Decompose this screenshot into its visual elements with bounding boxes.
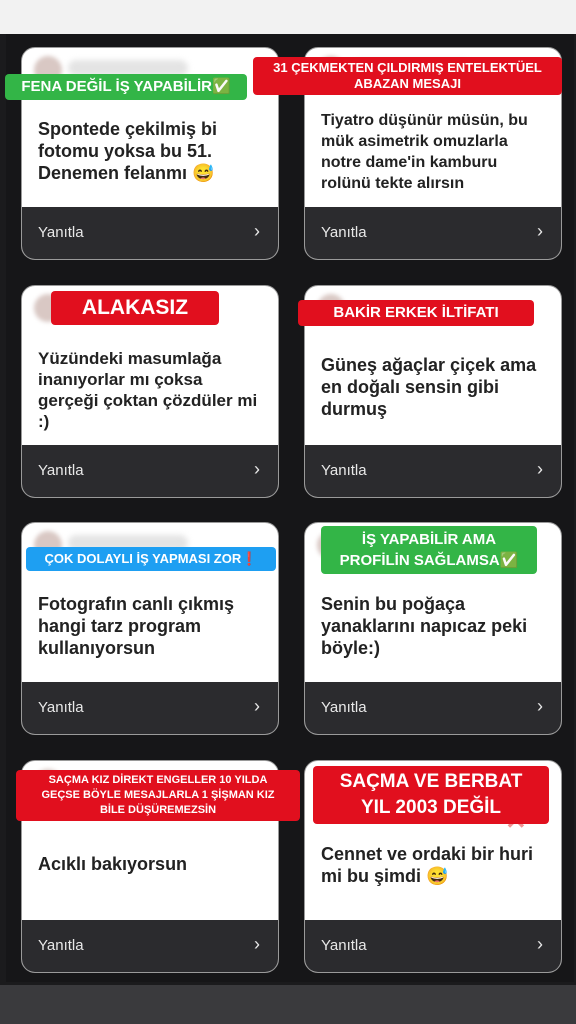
tag-label-3: ALAKASIZ xyxy=(51,291,219,325)
reply-label: Yanıtla xyxy=(38,462,84,479)
chevron-right-icon: › xyxy=(254,934,260,954)
reply-label: Yanıtla xyxy=(321,937,367,954)
tag-label-1: FENA DEĞİL İŞ YAPABİLİR✅ xyxy=(5,74,247,100)
reply-button[interactable] xyxy=(305,207,561,259)
tag-label-7: SAÇMA KIZ DİREKT ENGELLER 10 YILDA GEÇSE BÖYLE MESAJLARLA 1 ŞİŞMAN KIZ BİLE DÜŞÜREMEZSİN xyxy=(16,770,300,821)
reply-label: Yanıtla xyxy=(38,699,84,716)
reply-button[interactable] xyxy=(22,445,278,497)
top-status-bar xyxy=(0,0,576,34)
message-text: Cennet ve ordaki bir huri mi bu şimdi 😅 xyxy=(321,844,534,886)
reply-button[interactable] xyxy=(22,920,278,972)
bottom-bar xyxy=(0,985,576,1024)
message-text: Fotografın canlı çıkmış hangi tarz program kullanıyorsun xyxy=(38,594,235,658)
reply-label: Yanıtla xyxy=(38,224,84,241)
chevron-right-icon: › xyxy=(537,459,543,479)
reply-label: Yanıtla xyxy=(321,224,367,241)
chevron-right-icon: › xyxy=(254,459,260,479)
reply-button[interactable] xyxy=(305,682,561,734)
reply-label: Yanıtla xyxy=(321,699,367,716)
message-text: Güneş ağaçlar çiçek ama en doğalı sensin gibi durmuş xyxy=(321,355,537,419)
reply-label: Yanıtla xyxy=(38,937,84,954)
tag-label-8: SAÇMA VE BERBAT YIL 2003 DEĞİL xyxy=(313,766,549,824)
tag-label-5: ÇOK DOLAYLI İŞ YAPMASI ZOR❗ xyxy=(26,547,276,571)
message-text: Spontede çekilmiş bi fotomu yoksa bu 51. Denemen felanmı 😅 xyxy=(38,119,218,183)
tag-label-6: İŞ YAPABİLİR AMA PROFİLİN SAĞLAMSA✅ xyxy=(321,526,537,574)
message-text: Acıklı bakıyorsun xyxy=(38,854,188,874)
message-text: Tiyatro düşünür müsün, bu mük asimetrik omuzlarla notre dame'in kamburu rolünü tekte alırsın xyxy=(321,112,528,192)
reply-button[interactable] xyxy=(22,682,278,734)
reply-label: Yanıtla xyxy=(321,462,367,479)
chevron-right-icon: › xyxy=(537,934,543,954)
chevron-right-icon: › xyxy=(254,696,260,716)
reply-button[interactable] xyxy=(22,207,278,259)
tag-label-2: 31 ÇEKMEKTEN ÇILDIRMIŞ ENTELEKTÜEL ABAZAN MESAJI xyxy=(253,57,562,95)
chevron-right-icon: › xyxy=(537,221,543,241)
chevron-right-icon: › xyxy=(537,696,543,716)
tag-label-4: BAKİR ERKEK İLTİFATI xyxy=(298,300,534,326)
reply-button[interactable] xyxy=(305,920,561,972)
chevron-right-icon: › xyxy=(254,221,260,241)
reply-button[interactable] xyxy=(305,445,561,497)
message-text: Yüzündeki masumlağa inanıyorlar mı çoksa gerçeği çoktan çözdüler mi :) xyxy=(38,349,258,431)
message-text: Senin bu poğaça yanaklarını napıcaz peki böyle:) xyxy=(321,594,528,658)
